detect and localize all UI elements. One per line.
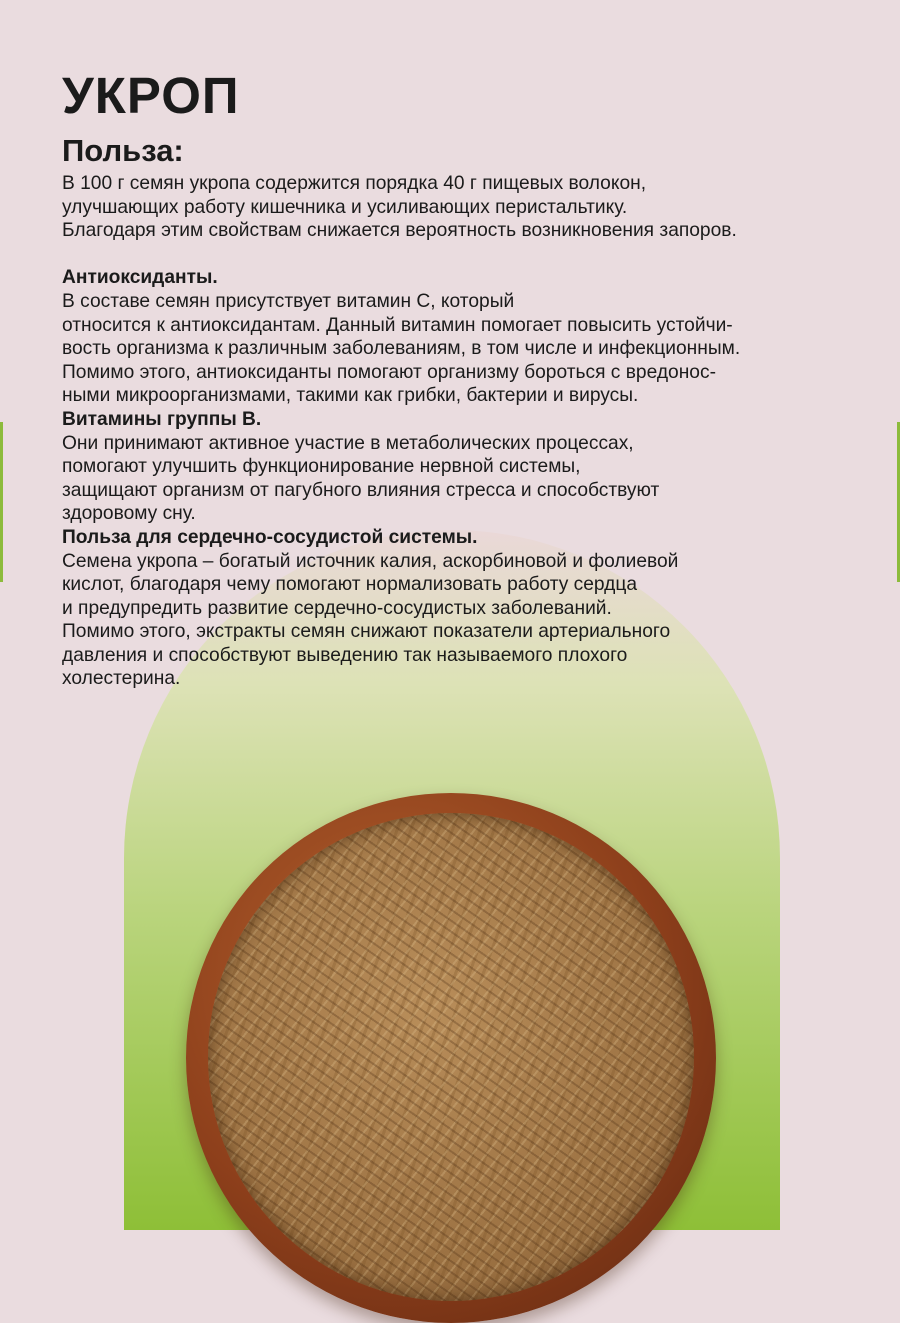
vitamins-b-heading: Витамины группы В. — [62, 408, 262, 430]
intro-line: Благодаря этим свойствам снижается вероятность возникновения запоров. — [62, 220, 737, 242]
page-title: УКРОП — [62, 67, 240, 124]
vitamins-b-line: Они принимают активное участие в метаболических процессах, — [62, 432, 634, 454]
benefits-text — [62, 172, 852, 691]
vitamins-b-line: защищают организм от пагубного влияния стресса и способствуют — [62, 479, 660, 501]
dill-seeds-bowl-image — [186, 793, 716, 1323]
intro-line: улучшающих работу кишечника и усиливающих перистальтику. — [62, 196, 628, 218]
benefits-heading: Польза: — [62, 133, 184, 168]
left-edge-accent — [0, 422, 3, 582]
cardio-line: кислот, благодаря чему помогают нормализовать работу сердца — [62, 574, 637, 596]
antioxidants-line: вость организма к различным заболеваниям, в том числе и инфекционным. — [62, 338, 741, 360]
vitamins-b-line: здоровому сну. — [62, 503, 196, 525]
cardio-heading: Польза для сердечно-сосудистой системы. — [62, 526, 478, 548]
antioxidants-line: ными микроорганизмами, такими как грибки, бактерии и вирусы. — [62, 385, 639, 407]
antioxidants-line: В составе семян присутствует витамин С, который — [62, 290, 515, 312]
cardio-line: давления и способствуют выведению так называемого плохого — [62, 644, 628, 666]
cardio-line: Помимо этого, экстракты семян снижают показатели артериального — [62, 621, 671, 643]
antioxidants-heading: Антиоксиданты. — [62, 267, 218, 289]
cardio-line: Семена укропа – богатый источник калия, аскорбиновой и фолиевой — [62, 550, 679, 572]
antioxidants-line: Помимо этого, антиоксиданты помогают организму бороться с вредонос- — [62, 361, 716, 383]
vitamins-b-line: помогают улучшить функционирование нервной системы, — [62, 456, 581, 478]
dill-seeds — [208, 813, 694, 1301]
antioxidants-line: относится к антиоксидантам. Данный витамин помогает повысить устойчи- — [62, 314, 733, 336]
cardio-line: холестерина. — [62, 668, 181, 690]
intro-line: В 100 г семян укропа содержится порядка 40 г пищевых волокон, — [62, 173, 647, 194]
cardio-line: и предупредить развитие сердечно-сосудистых заболеваний. — [62, 597, 612, 619]
